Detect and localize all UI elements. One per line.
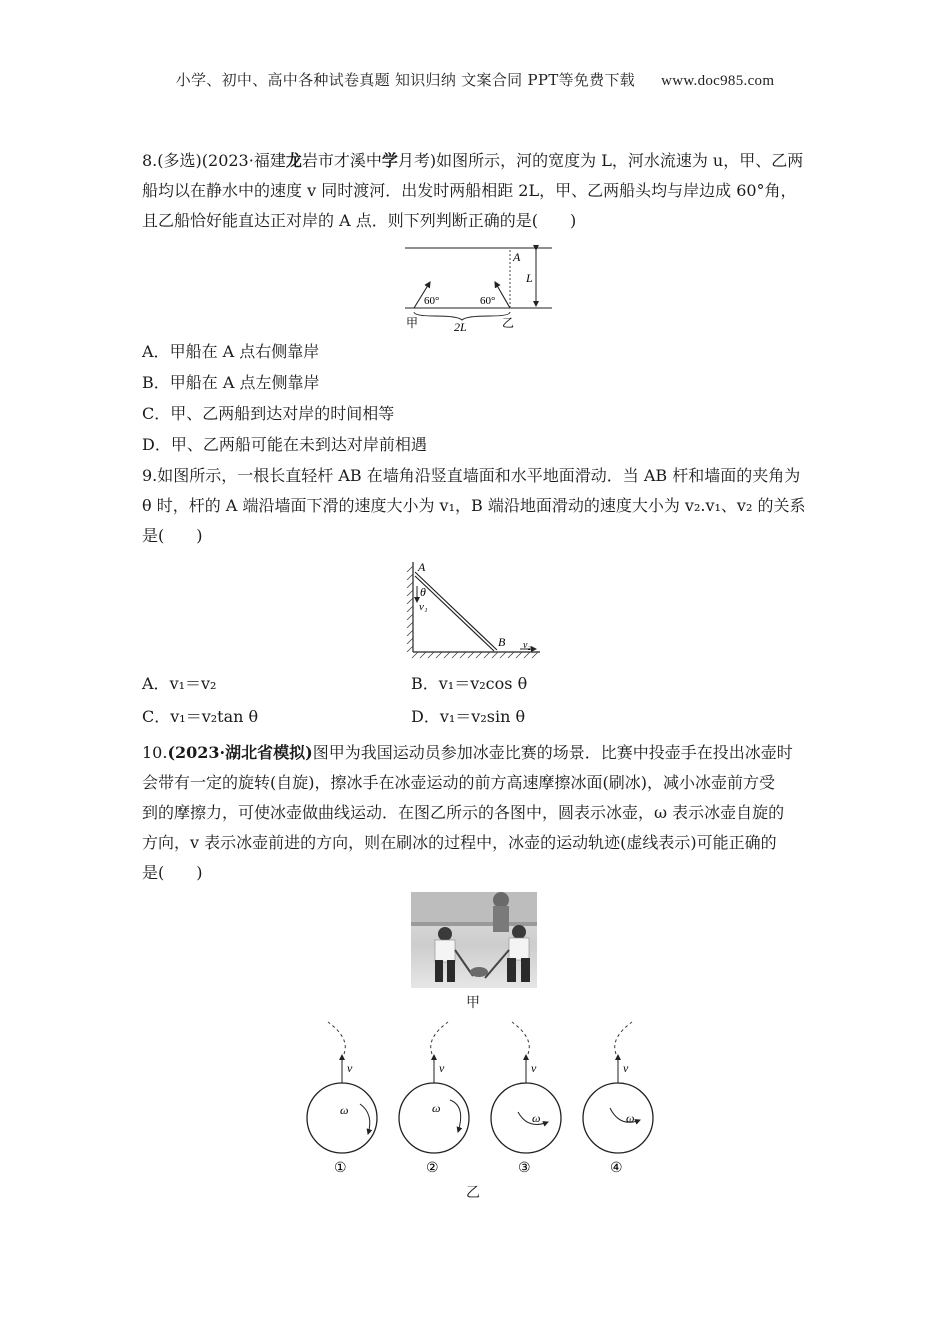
option-text: v₁＝v₂cos θ <box>438 674 528 693</box>
q10-line-4: 方向，v 表示冰壶前进的方向，则在刷冰的过程中，冰壶的运动轨迹(虚线表示)可能正确的 <box>142 833 777 852</box>
option-text: v₁＝v₂tan θ <box>170 707 259 726</box>
v-label: v <box>531 1061 537 1075</box>
q9-rod-svg <box>402 558 544 660</box>
v2-label: v₂ <box>523 640 531 651</box>
q10-line-1-text: 图甲为我国运动员参加冰壶比赛的场景．比赛中投壶手在投出冰壶时 <box>312 743 793 762</box>
q9-option-c <box>142 706 258 728</box>
q9-line-2: θ 时，杆的 A 端沿墙面下滑的速度大小为 v₁，B 端沿地面滑动的速度大小为 v₂.v₁、v₂ 的关系 <box>142 496 806 515</box>
label-jia: 甲 <box>406 316 419 330</box>
q8-stem <box>142 146 812 236</box>
q8-option-b <box>142 372 320 394</box>
q9-stem <box>142 461 812 551</box>
omega-label: ω <box>626 1111 635 1125</box>
q10-stem <box>142 738 812 888</box>
circle-number: ② <box>426 1161 439 1176</box>
label-L: L <box>526 271 533 285</box>
q8-source-bold: 龙 <box>285 151 302 170</box>
option-label: C． <box>142 707 171 726</box>
label-2L: 2L <box>454 320 467 334</box>
option-label: A． <box>142 342 170 361</box>
q8-option-d <box>142 434 427 456</box>
option-label: A． <box>142 674 170 693</box>
option-text: v₁＝v₂ <box>169 674 217 693</box>
label-A: A <box>513 250 521 264</box>
q10-line-5: 是( ) <box>142 863 203 882</box>
q10-number: 10. <box>142 743 168 762</box>
option-label: D． <box>411 707 440 726</box>
q8-line-1 <box>142 146 812 176</box>
q8-source: (2023·福建 <box>201 151 286 170</box>
q10-line-3: 到的摩擦力，可使冰壶做曲线运动．在图乙所示的各图中，圆表示冰壶，ω 表示冰壶自旋的 <box>142 803 785 822</box>
q8-line-2: 船均以在静水中的速度 v 同时渡河．出发时两船相距 2L，甲、乙两船头均与岸边成 60°角， <box>142 181 797 200</box>
angle-left: 60° <box>424 295 440 307</box>
theta-label: θ <box>420 585 426 599</box>
v1-label: v₁ <box>419 601 428 613</box>
diagram-caption: 乙 <box>466 1185 480 1201</box>
option-text: 甲船在 A 点左侧靠岸 <box>169 373 320 392</box>
q9-option-d <box>411 706 525 728</box>
header-text: 小学、初中、高中各种试卷真题 知识归纳 文案合同 PPT等免费下载 <box>175 71 636 89</box>
rod-line-2 <box>415 576 494 651</box>
q10-line-1 <box>142 738 812 768</box>
q8-stem-text-1: 如图所示，河的宽度为 L，河水流速为 u，甲、乙两 <box>436 151 804 170</box>
omega-label: ω <box>340 1103 349 1117</box>
circle-number: ① <box>334 1161 347 1176</box>
curling-diagram-4 <box>583 1022 653 1176</box>
photo-caption: 甲 <box>466 995 480 1011</box>
curling-diagram-3 <box>491 1022 561 1176</box>
curling-diagram-1 <box>307 1022 377 1176</box>
wall-hatching <box>407 566 413 652</box>
header-site: www.doc985.com <box>661 73 775 89</box>
q8-source-end: 月考) <box>397 151 437 170</box>
floor-hatching <box>412 652 538 658</box>
curling-photo <box>411 892 537 988</box>
circle-number: ③ <box>518 1161 531 1176</box>
q8-option-c <box>142 403 394 425</box>
omega-label: ω <box>432 1101 441 1115</box>
option-text: 甲船在 A 点右侧靠岸 <box>169 342 320 361</box>
curling-diagrams <box>300 1010 660 1184</box>
yi-velocity-arrow <box>495 282 510 308</box>
q8-source-bold2: 学 <box>381 151 398 170</box>
q8-river-svg <box>400 240 560 335</box>
option-text: 甲、乙两船可能在未到达对岸前相遇 <box>170 435 427 454</box>
v-label: v <box>347 1061 353 1075</box>
page-header <box>0 69 950 90</box>
option-label: D． <box>142 435 171 454</box>
option-text: 甲、乙两船到达对岸的时间相等 <box>170 404 395 423</box>
q9-line-1: 9.如图所示，一根长直轻杆 AB 在墙角沿竖直墙面和水平地面滑动．当 AB 杆和墙面的夹角为 <box>142 466 801 485</box>
label-yi: 乙 <box>502 316 515 330</box>
q8-number: 8. <box>142 151 158 170</box>
rod-label-B: B <box>498 635 506 649</box>
q8-option-a <box>142 341 319 363</box>
curling-diagram-2 <box>399 1022 469 1176</box>
circle-number: ④ <box>610 1161 623 1176</box>
q9-option-a <box>142 673 216 695</box>
omega-label: ω <box>532 1111 541 1125</box>
q8-river-figure <box>400 240 560 339</box>
q10-source: (2023·湖北省模拟) <box>167 743 313 762</box>
distance-brace <box>414 312 510 320</box>
angle-right: 60° <box>480 295 496 307</box>
q8-tag: (多选) <box>157 151 202 170</box>
option-text: v₁＝v₂sin θ <box>439 707 526 726</box>
q8-line-3: 且乙船恰好能直达正对岸的 A 点．则下列判断正确的是( ) <box>142 211 577 230</box>
rod-label-A: A <box>418 560 426 574</box>
q9-line-3: 是( ) <box>142 526 203 545</box>
option-label: C． <box>142 404 171 423</box>
option-label: B． <box>411 674 439 693</box>
option-label: B． <box>142 373 170 392</box>
q9-option-b <box>411 673 527 695</box>
q9-rod-figure <box>402 558 544 664</box>
v-label: v <box>623 1061 629 1075</box>
curling-diagrams-svg <box>300 1010 660 1180</box>
q8-source-mid: 岩市才溪中 <box>301 151 382 170</box>
v-label: v <box>439 1061 445 1075</box>
curling-photo-svg <box>411 892 537 988</box>
q10-line-2: 会带有一定的旋转(自旋)，擦冰手在冰壶运动的前方高速摩擦冰面(刷冰)，减小冰壶前方受 <box>142 773 775 792</box>
